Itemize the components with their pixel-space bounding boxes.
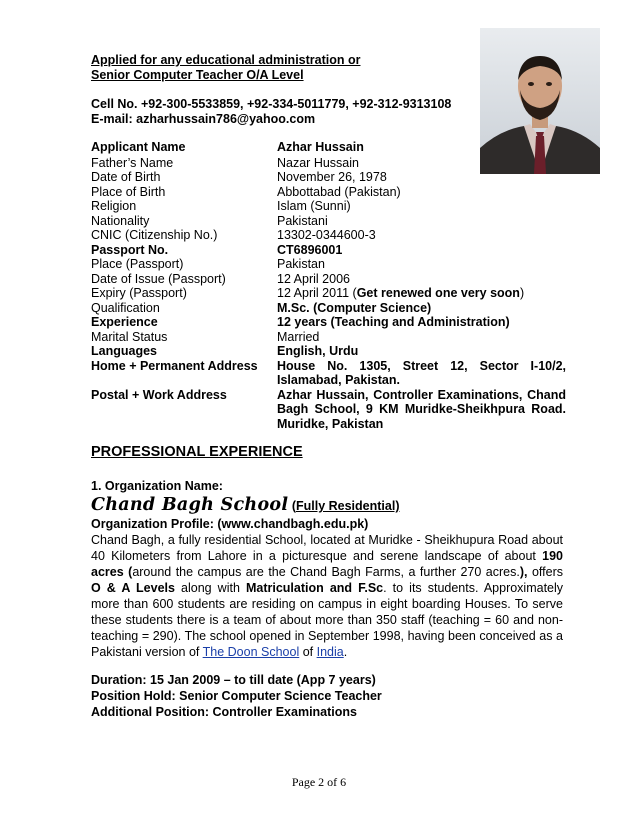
info-label: Father’s Name <box>91 155 174 170</box>
info-label: Place of Birth <box>91 184 166 199</box>
info-value: Azhar Hussain, Controller Examinations, Chand Bagh School, 9 KM Muridke-Sheikhpura Road. Muridke, Pakistan <box>277 387 566 431</box>
info-value: Abbottabad (Pakistan) <box>277 184 401 199</box>
organization-profile: Organization Profile: (www.chandbagh.edu.pk) <box>91 517 369 531</box>
info-row-place-of-birth <box>91 185 566 200</box>
info-row-date-of-issue <box>91 272 566 287</box>
info-value: 13302-0344600-3 <box>277 228 376 242</box>
info-label: Marital Status <box>91 329 168 344</box>
info-value: Islam (Sunni) <box>277 199 351 213</box>
info-row-experience <box>91 315 566 330</box>
info-label: Date of Issue (Passport) <box>91 271 226 286</box>
info-row-passport-no <box>91 243 566 258</box>
info-row-expiry <box>91 286 566 301</box>
info-label: Applicant Name <box>91 140 186 154</box>
info-row-date-of-birth <box>91 170 566 185</box>
organization-label: 1. Organization Name: <box>91 479 223 493</box>
info-row-cnic <box>91 228 566 243</box>
info-value: Pakistan <box>277 257 325 271</box>
info-value-bold: Get renewed one very soon <box>356 286 520 300</box>
info-row-home-address <box>91 359 566 388</box>
info-row-qualification <box>91 301 566 316</box>
duration-line: Duration: 15 Jan 2009 – to till date (App 7 years) <box>91 673 376 687</box>
info-label: Religion <box>91 199 137 213</box>
email-line: E-mail: azharhussain786@yahoo.com <box>91 112 316 126</box>
info-value-suffix: ) <box>519 286 525 300</box>
info-value: 12 years (Teaching and Administration) <box>277 315 510 329</box>
desc-bold: Matriculation and F.Sc <box>245 581 384 595</box>
additional-position-line: Additional Position: Controller Examinations <box>91 705 357 719</box>
desc-text: . <box>343 645 348 659</box>
info-row-applicant-name <box>91 140 566 155</box>
info-label: CNIC (Citizenship No.) <box>91 228 218 242</box>
organization-type-open: ( <box>288 499 296 513</box>
applied-for-line-1: Applied for any educational administration or <box>91 53 361 67</box>
info-label: Passport No. <box>91 242 169 257</box>
info-value: Azhar Hussain <box>277 140 364 154</box>
desc-bold: O & A Levels <box>91 581 175 595</box>
desc-text: along with <box>174 581 246 595</box>
info-value <box>277 286 566 301</box>
link-india[interactable]: India <box>316 645 344 659</box>
desc-bold: 190 acres ( <box>91 549 563 579</box>
info-label: Expiry (Passport) <box>91 286 187 300</box>
info-label: Experience <box>91 315 158 329</box>
position-line: Position Hold: Senior Computer Science Teacher <box>91 689 382 703</box>
cell-numbers: Cell No. +92-300-5533859, +92-334-5011779, +92-312-9313108 <box>91 97 452 111</box>
organization-type: Fully Residential) <box>295 499 400 513</box>
info-value: M.Sc. (Computer Science) <box>277 300 432 315</box>
info-label: Qualification <box>91 300 160 315</box>
info-label: Languages <box>91 344 157 358</box>
organization-block <box>91 478 563 720</box>
info-value: CT6896001 <box>277 242 343 257</box>
info-value-prefix: 12 April 2011 ( <box>277 286 357 300</box>
link-doon-school[interactable]: The Doon School <box>202 645 300 659</box>
desc-text: around the campus are the Chand Bagh Farms, a further 270 acres. <box>132 565 520 579</box>
desc-bold: ), <box>519 565 532 579</box>
personal-info-table <box>91 140 566 431</box>
info-value: Nazar Hussain <box>277 155 359 170</box>
info-value: Married <box>277 329 320 344</box>
info-row-marital-status <box>91 330 566 345</box>
info-label: Postal + Work Address <box>91 387 227 402</box>
info-row-fathers-name <box>91 156 566 171</box>
info-label: Date of Birth <box>91 170 161 184</box>
desc-text: of <box>299 645 317 659</box>
info-value: Pakistani <box>277 213 328 228</box>
info-value: 12 April 2006 <box>277 271 350 286</box>
section-title-professional-experience: PROFESSIONAL EXPERIENCE <box>91 444 303 460</box>
organization-name-line <box>91 495 563 516</box>
info-row-religion <box>91 199 566 214</box>
page-number: Page 2 of 6 <box>291 775 347 789</box>
info-value: English, Urdu <box>277 344 359 358</box>
desc-text: Chand Bagh, a fully residential School, located at Muridke - Sheikhupura Road about 40 Kilometers from Lahore in a picturesque and serene landscape of about <box>91 533 563 563</box>
applied-for-line-2: Senior Computer Teacher O/A Level <box>91 68 304 82</box>
info-row-postal-address <box>91 388 566 432</box>
info-value: November 26, 1978 <box>277 170 387 184</box>
info-label: Nationality <box>91 213 150 228</box>
info-label: Place (Passport) <box>91 257 184 271</box>
organization-name: Chand Bagh School <box>91 495 289 515</box>
info-label: Home + Permanent Address <box>91 358 258 373</box>
info-row-place-passport <box>91 257 566 272</box>
info-row-nationality <box>91 214 566 229</box>
organization-description <box>91 532 563 660</box>
desc-text: offers <box>531 565 564 579</box>
info-row-languages <box>91 344 566 359</box>
info-value: House No. 1305, Street 12, Sector I-10/2, Islamabad, Pakistan. <box>277 358 566 387</box>
desc-text: . to its students. Approximately more than 600 students are residing on campus in eight boarding Houses. To serve these students there is a team of about more than 350 staff (teaching = 60 and non-teaching = 290). The school opened in September 1998, having been conceived as a Pakistani version of <box>91 581 564 659</box>
